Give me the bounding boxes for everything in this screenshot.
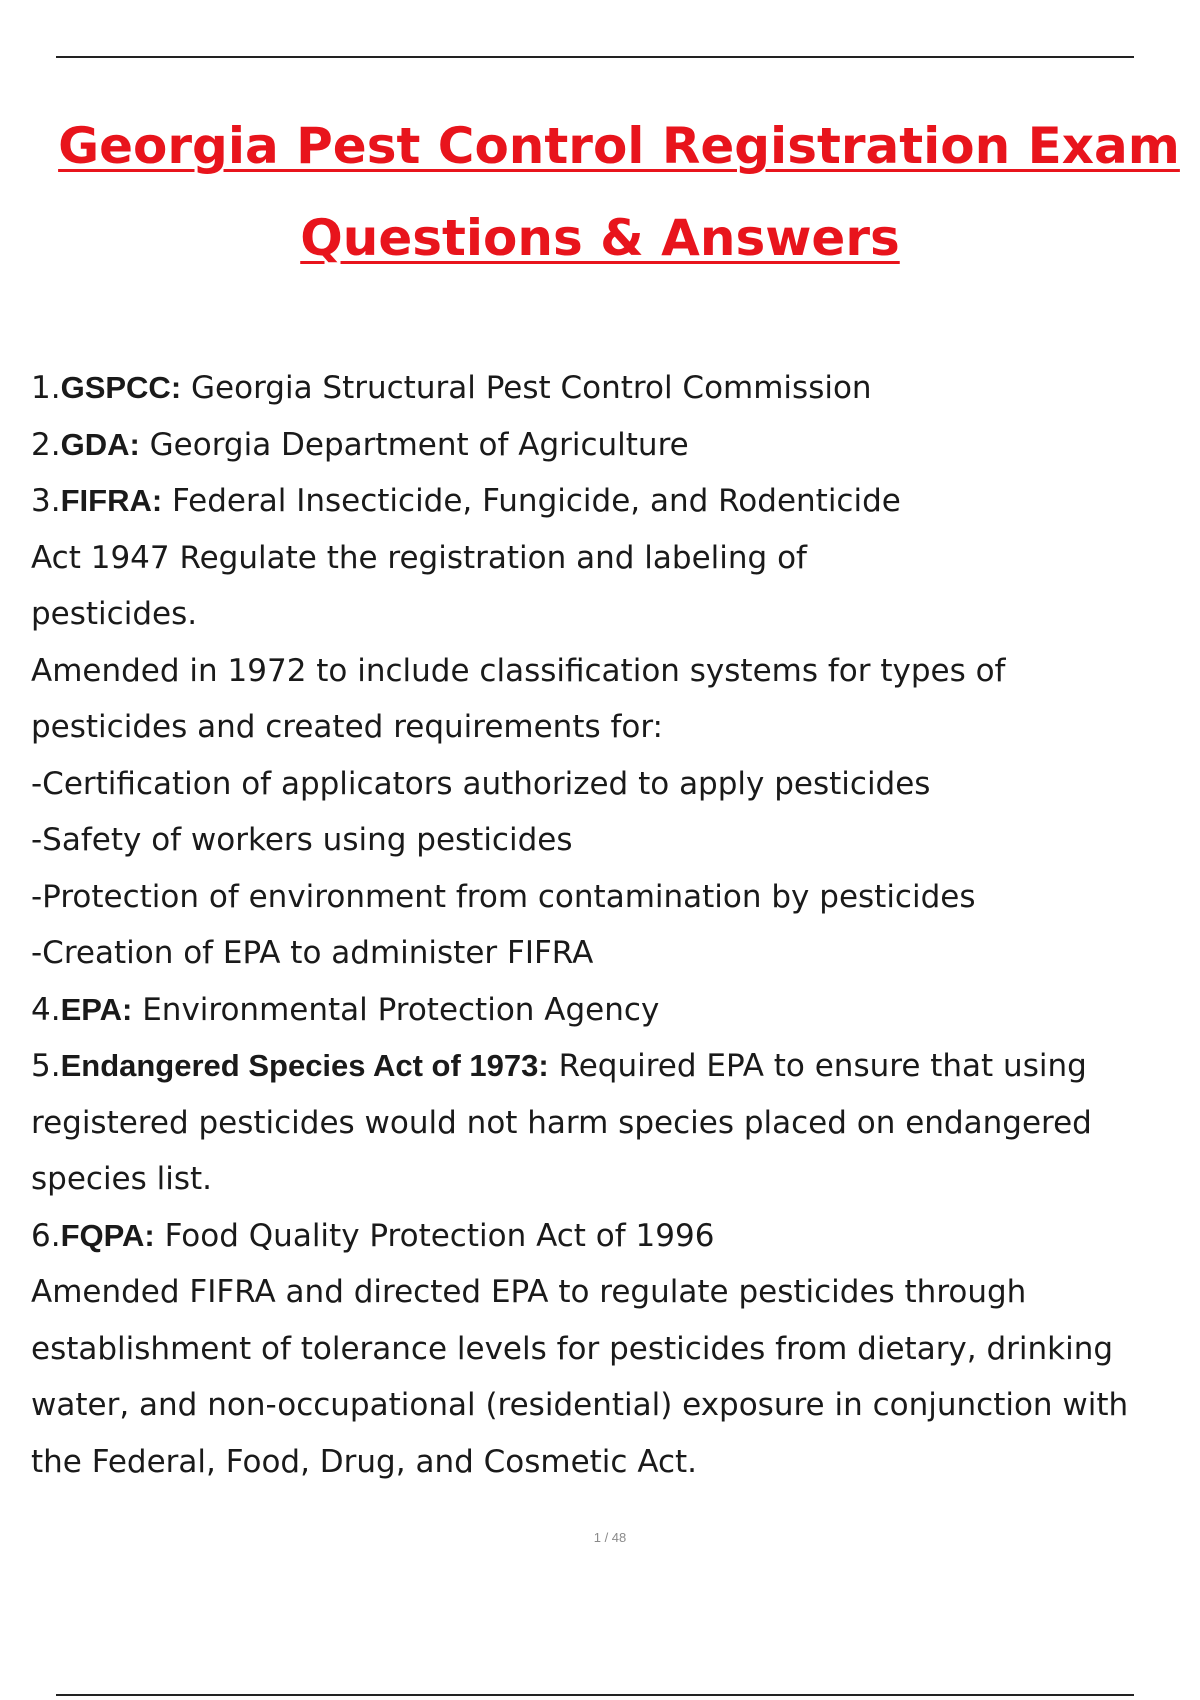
- item-definition: Federal Insecticide, Fungicide, and Rodenticide: [172, 483, 901, 519]
- bottom-rule: [56, 1694, 1134, 1696]
- item-number: 1.: [31, 370, 61, 406]
- item-continuation: -Protection of environment from contamination by pesticides: [31, 878, 976, 915]
- item-definition: Environmental Protection Agency: [142, 991, 660, 1028]
- item-continuation: Amended in 1972 to include classification systems for types of: [31, 652, 1006, 689]
- qa-list: [31, 360, 1181, 1490]
- item-continuation: pesticides and created requirements for:: [31, 709, 664, 745]
- item-number: 6.: [31, 1217, 61, 1254]
- item-continuation: -Creation of EPA to administer FIFRA: [31, 935, 594, 971]
- item-number: 3.: [31, 483, 61, 519]
- item-continuation: water, and non-occupational (residential) exposure in conjunction with: [31, 1387, 1129, 1423]
- item-continuation: registered pesticides would not harm species placed on endangered: [31, 1104, 1092, 1141]
- item-continuation: the Federal, Food, Drug, and Cosmetic Act.: [31, 1443, 698, 1480]
- item-term: FIFRA:: [60, 483, 163, 518]
- item-number: 4.: [31, 991, 61, 1028]
- item-continuation: Act 1947 Regulate the registration and labeling of: [31, 539, 807, 576]
- item-continuation: Amended FIFRA and directed EPA to regulate pesticides through: [31, 1274, 1027, 1310]
- qa-item: [31, 1038, 1181, 1095]
- title-line-2: Questions & Answers: [300, 209, 900, 267]
- item-definition: Georgia Structural Pest Control Commission: [191, 370, 872, 406]
- qa-item: [31, 360, 1181, 417]
- item-continuation: -Certification of applicators authorized to apply pesticides: [31, 765, 931, 802]
- item-number: 2.: [31, 426, 61, 463]
- item-number: 5.: [31, 1048, 61, 1084]
- item-continuation: establishment of tolerance levels for pesticides from dietary, drinking: [31, 1330, 1114, 1367]
- item-definition: Georgia Department of Agriculture: [149, 426, 689, 463]
- item-definition: Food Quality Protection Act of 1996: [164, 1217, 715, 1254]
- item-term: EPA:: [60, 991, 133, 1027]
- item-continuation: pesticides.: [31, 596, 198, 632]
- qa-item: [31, 1208, 1181, 1265]
- item-term: GSPCC:: [60, 370, 182, 405]
- item-term: FQPA:: [60, 1217, 155, 1253]
- item-definition: Required EPA to ensure that using: [558, 1048, 1087, 1084]
- qa-item: [31, 982, 1181, 1039]
- document-title: [0, 100, 1200, 284]
- top-rule: [56, 56, 1134, 58]
- qa-item: [31, 473, 1181, 530]
- page-indicator: 1 / 48: [593, 1530, 627, 1545]
- item-term: Endangered Species Act of 1973:: [60, 1048, 549, 1083]
- item-continuation: species list.: [31, 1161, 213, 1197]
- item-term: GDA:: [60, 426, 140, 462]
- title-line-1: Georgia Pest Control Registration Exam: [58, 117, 1180, 175]
- qa-item: [31, 417, 1181, 474]
- item-continuation: -Safety of workers using pesticides: [31, 822, 573, 858]
